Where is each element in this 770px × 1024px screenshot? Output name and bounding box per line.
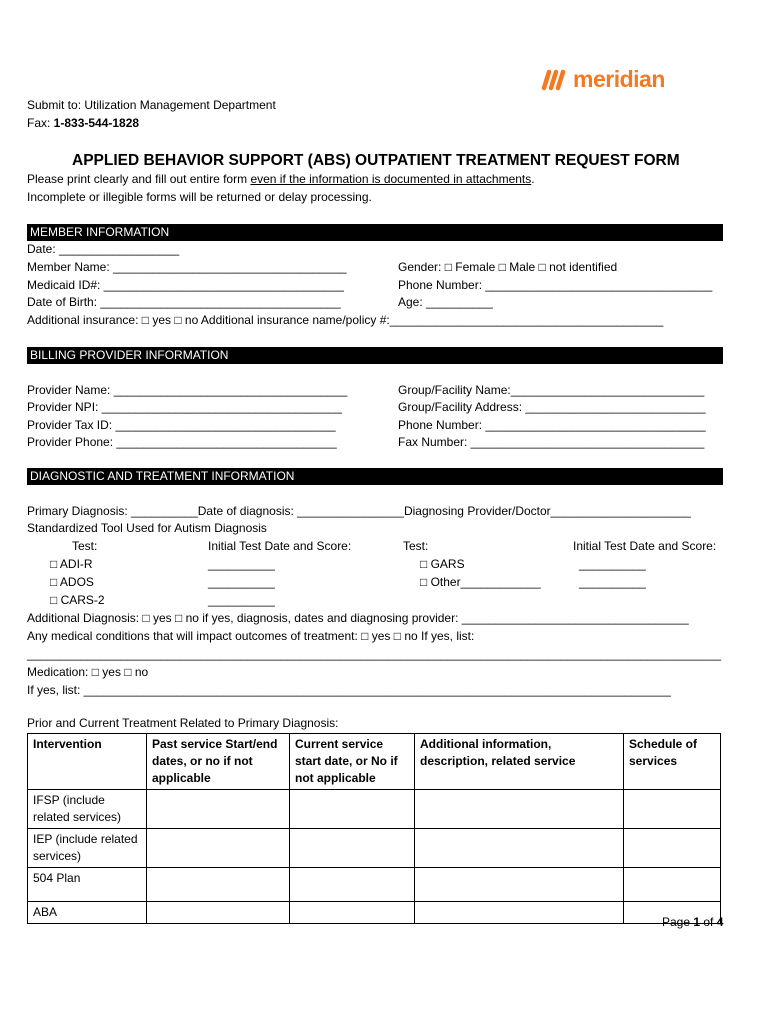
row-label-504: 504 Plan <box>28 868 147 902</box>
test-ados-checkbox[interactable]: □ ADOS <box>50 575 94 589</box>
provider-tax-id-field[interactable]: Provider Tax ID: _________________________________ <box>27 418 336 432</box>
table-cell[interactable] <box>290 868 415 902</box>
table-cell[interactable] <box>147 829 290 868</box>
table-cell[interactable] <box>415 868 624 902</box>
row-label-aba: ABA <box>28 902 147 924</box>
page-number <box>662 915 723 930</box>
additional-diagnosis-field[interactable]: Additional Diagnosis: □ yes □ no if yes, diagnosis, dates and diagnosing provider: __________________________________ <box>27 611 689 625</box>
initial-label-right: Initial Test Date and Score: <box>573 539 717 553</box>
fax-number: 1-833-544-1828 <box>53 116 140 130</box>
medical-conditions-line[interactable]: ________________________________________________________________________________________________________ <box>27 647 722 661</box>
primary-diagnosis-line[interactable]: Primary Diagnosis: __________Date of diagnosis: ________________Diagnosing Provider/Doctor_____________________ <box>27 504 691 518</box>
meridian-logo <box>541 64 665 94</box>
table-cell[interactable] <box>290 902 415 924</box>
table-cell[interactable] <box>415 790 624 829</box>
test-adi-r-checkbox[interactable]: □ ADI-R <box>50 557 93 571</box>
row-label-iep: IEP (include related services) <box>28 829 147 868</box>
adi-r-date-field[interactable]: __________ <box>208 557 275 571</box>
dob-field[interactable]: Date of Birth: ____________________________________ <box>27 295 341 309</box>
provider-npi-field[interactable]: Provider NPI: ____________________________________ <box>27 400 342 414</box>
member-section-header: MEMBER INFORMATION <box>27 224 723 241</box>
provider-phone-field[interactable]: Provider Phone: _________________________________ <box>27 435 337 449</box>
instructions-text: Please print clearly and fill out entire form <box>27 172 251 186</box>
table-cell[interactable] <box>290 790 415 829</box>
tool-line: Standardized Tool Used for Autism Diagnosis <box>27 521 267 535</box>
member-phone-field[interactable]: Phone Number: __________________________________ <box>398 278 713 292</box>
billing-section-header: BILLING PROVIDER INFORMATION <box>27 347 723 364</box>
instructions-period: . <box>531 172 535 186</box>
fax-line <box>27 116 139 131</box>
page-label: Page <box>662 915 694 929</box>
medication-field[interactable]: Medication: □ yes □ no <box>27 665 149 679</box>
table-header-row <box>28 734 721 790</box>
logo-text: meridian <box>573 65 665 92</box>
group-name-field[interactable]: Group/Facility Name:_____________________________ <box>398 383 705 397</box>
instructions-line1 <box>27 172 535 187</box>
instructions-line2: Incomplete or illegible forms will be returned or delay processing. <box>27 190 372 204</box>
diagnostic-section-header: DIAGNOSTIC AND TREATMENT INFORMATION <box>27 468 723 485</box>
table-cell[interactable] <box>147 868 290 902</box>
header-past-service: Past service Start/end dates, or no if not applicable <box>147 734 290 790</box>
table-cell[interactable] <box>415 902 624 924</box>
member-date[interactable]: Date: __________________ <box>27 242 180 256</box>
table-cell[interactable] <box>415 829 624 868</box>
table-cell[interactable] <box>624 790 721 829</box>
table-cell[interactable] <box>624 868 721 902</box>
row-label-ifsp: IFSP (include related services) <box>28 790 147 829</box>
table-cell[interactable] <box>624 829 721 868</box>
group-address-field[interactable]: Group/Facility Address: ___________________________ <box>398 400 706 414</box>
gars-date-field[interactable]: __________ <box>579 557 646 571</box>
fax-label: Fax: <box>27 116 54 130</box>
table-row <box>28 790 721 829</box>
table-row <box>28 829 721 868</box>
submit-to: Submit to: Utilization Management Department <box>27 98 276 112</box>
form-title: APPLIED BEHAVIOR SUPPORT (ABS) OUTPATIENT TREATMENT REQUEST FORM <box>72 152 680 169</box>
table-cell[interactable] <box>290 829 415 868</box>
treatment-caption: Prior and Current Treatment Related to Primary Diagnosis: <box>27 716 339 730</box>
other-date-field[interactable]: __________ <box>579 575 646 589</box>
medication-list-field[interactable]: If yes, list: ________________________________________________________________________________________ <box>27 683 671 697</box>
header-intervention: Intervention <box>28 734 147 790</box>
page-total: 4 <box>716 915 724 929</box>
table-cell[interactable] <box>147 790 290 829</box>
member-name-field[interactable]: Member Name: ___________________________________ <box>27 260 347 274</box>
test-gars-checkbox[interactable]: □ GARS <box>420 557 465 571</box>
billing-phone-field[interactable]: Phone Number: _________________________________ <box>398 418 706 432</box>
age-field[interactable]: Age: __________ <box>398 295 493 309</box>
initial-label-left: Initial Test Date and Score: <box>208 539 352 553</box>
header-schedule: Schedule of services <box>624 734 721 790</box>
meridian-logo-icon <box>541 66 569 92</box>
billing-fax-field[interactable]: Fax Number: ___________________________________ <box>398 435 705 449</box>
table-row <box>28 902 721 924</box>
test-other-checkbox[interactable]: □ Other____________ <box>420 575 541 589</box>
test-label-right: Test: <box>403 539 429 553</box>
ados-date-field[interactable]: __________ <box>208 575 275 589</box>
medical-conditions-field[interactable]: Any medical conditions that will impact outcomes of treatment: □ yes □ no If yes, list: <box>27 629 475 643</box>
table-row <box>28 868 721 902</box>
page-of: of <box>700 915 717 929</box>
header-additional-info: Additional information, description, related service <box>415 734 624 790</box>
instructions-underlined: even if the information is documented in attachments <box>250 172 532 186</box>
treatment-table <box>27 733 721 924</box>
gender-field[interactable]: Gender: □ Female □ Male □ not identified <box>398 260 618 274</box>
page-current: 1 <box>693 915 701 929</box>
cars2-date-field[interactable]: __________ <box>208 593 275 607</box>
provider-name-field[interactable]: Provider Name: ___________________________________ <box>27 383 348 397</box>
table-cell[interactable] <box>147 902 290 924</box>
additional-insurance-field[interactable]: Additional insurance: □ yes □ no Additional insurance name/policy #:_________________________________________ <box>27 313 664 327</box>
test-cars2-checkbox[interactable]: □ CARS-2 <box>50 593 105 607</box>
medicaid-id-field[interactable]: Medicaid ID#: ____________________________________ <box>27 278 344 292</box>
test-label-left: Test: <box>72 539 98 553</box>
header-current-service: Current service start date, or No if not applicable <box>290 734 415 790</box>
